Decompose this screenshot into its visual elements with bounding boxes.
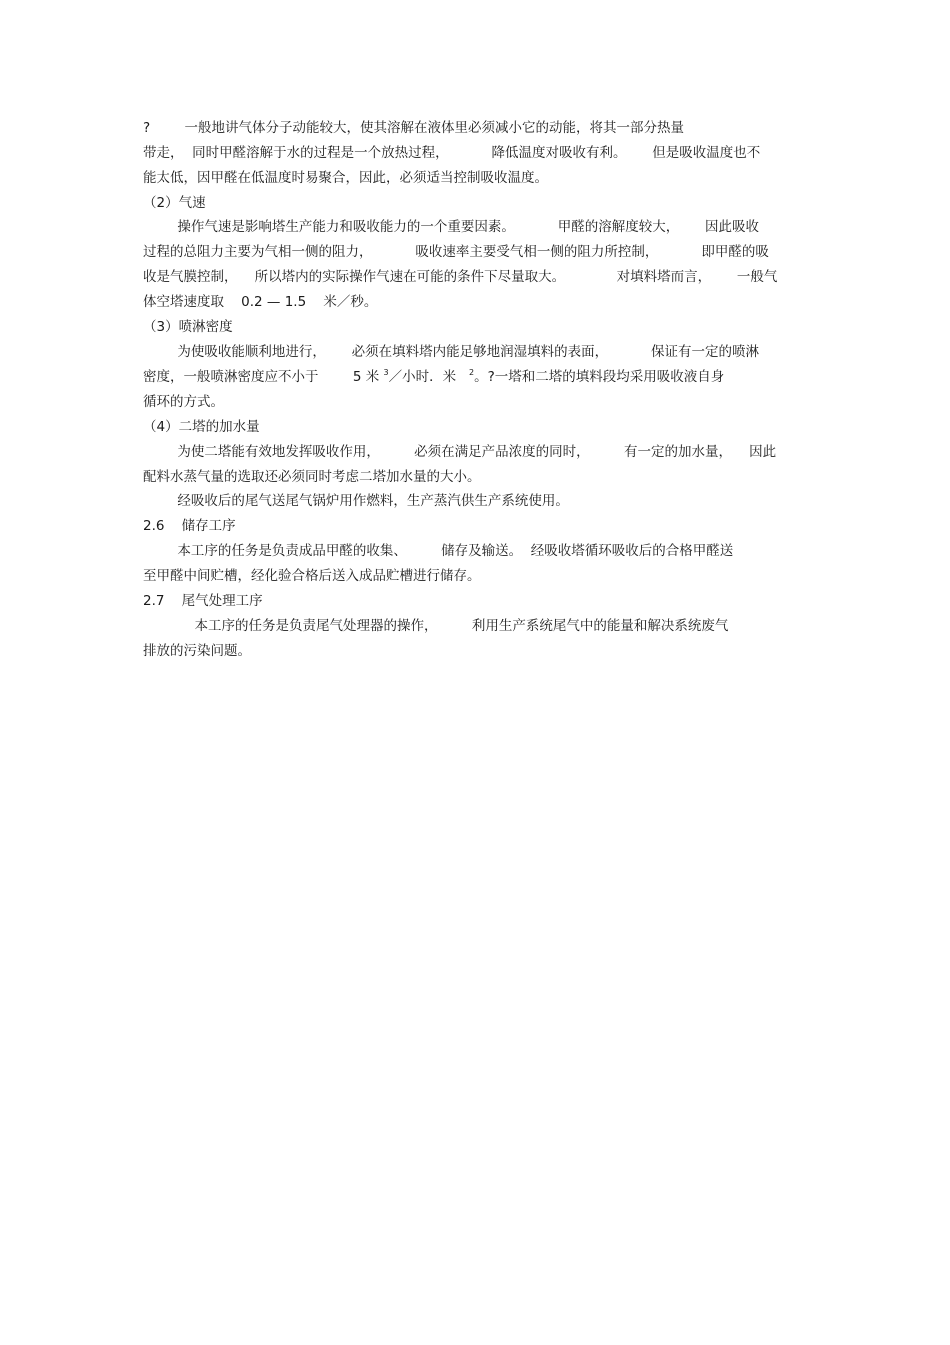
- paragraph-line: 收是气膜控制， 所以塔内的实际操作气速在可能的条件下尽量取大。 对填料塔而言， 一般气: [143, 269, 778, 285]
- paragraph-line: 能太低，因甲醛在低温度时易聚合，因此，必须适当控制吸收温度。: [143, 170, 548, 186]
- line-text-after: 。?一塔和二塔的填料段均采用吸收液自身: [474, 369, 725, 385]
- section-heading: （4）二塔的加水量: [143, 419, 260, 435]
- paragraph-line: 排放的污染问题。: [143, 643, 251, 659]
- superscript-2: 2: [468, 368, 475, 377]
- section-heading: 2.6 储存工序: [143, 518, 236, 534]
- paragraph-line: 循环的方式。: [143, 394, 224, 410]
- paragraph-line: ? 一般地讲气体分子动能较大，使其溶解在液体里必须减小它的动能，将其一部分热量: [143, 120, 684, 136]
- paragraph-line: 带走， 同时甲醛溶解于水的过程是一个放热过程， 降低温度对吸收有利。 但是吸收温度也不: [143, 145, 761, 161]
- line-text-mid: ／小时．米: [388, 369, 469, 385]
- paragraph-line: 至甲醛中间贮槽，经化验合格后送入成品贮槽进行储存。: [143, 568, 481, 584]
- line-text-before: 密度，一般喷淋密度应不小于 5 米: [143, 369, 384, 385]
- paragraph-line: 过程的总阻力主要为气相一侧的阻力， 吸收速率主要受气相一侧的阻力所控制， 即甲醛的吸: [143, 244, 769, 260]
- paragraph-line: 操作气速是影响塔生产能力和吸收能力的一个重要因素。 甲醛的溶解度较大， 因此吸收: [143, 219, 759, 235]
- paragraph-line: 为使吸收能顺利地进行， 必须在填料塔内能足够地润湿填料的表面， 保证有一定的喷淋: [143, 344, 759, 360]
- paragraph-line: 本工序的任务是负责尾气处理器的操作， 利用生产系统尾气中的能量和解决系统废气: [143, 618, 729, 634]
- paragraph-line: 经吸收后的尾气送尾气锅炉用作燃料，生产蒸汽供生产系统使用。: [143, 493, 569, 509]
- paragraph-line: 本工序的任务是负责成品甲醛的收集、 储存及输送。 经吸收塔循环吸收后的合格甲醛送: [143, 543, 734, 559]
- paragraph-line: [143, 367, 808, 387]
- section-heading: （2）气速: [143, 195, 206, 211]
- paragraph-line: 为使二塔能有效地发挥吸收作用， 必须在满足产品浓度的同时， 有一定的加水量， 因此: [143, 444, 777, 460]
- section-heading: 2.7 尾气处理工序: [143, 593, 263, 609]
- paragraph-line: 配料水蒸气量的选取还必须同时考虑二塔加水量的大小。: [143, 469, 481, 485]
- superscript-3: 3: [383, 368, 389, 377]
- section-heading: （3）喷淋密度: [143, 319, 233, 335]
- paragraph-line: 体空塔速度取 0.2 — 1.5 米／秒。: [143, 294, 378, 310]
